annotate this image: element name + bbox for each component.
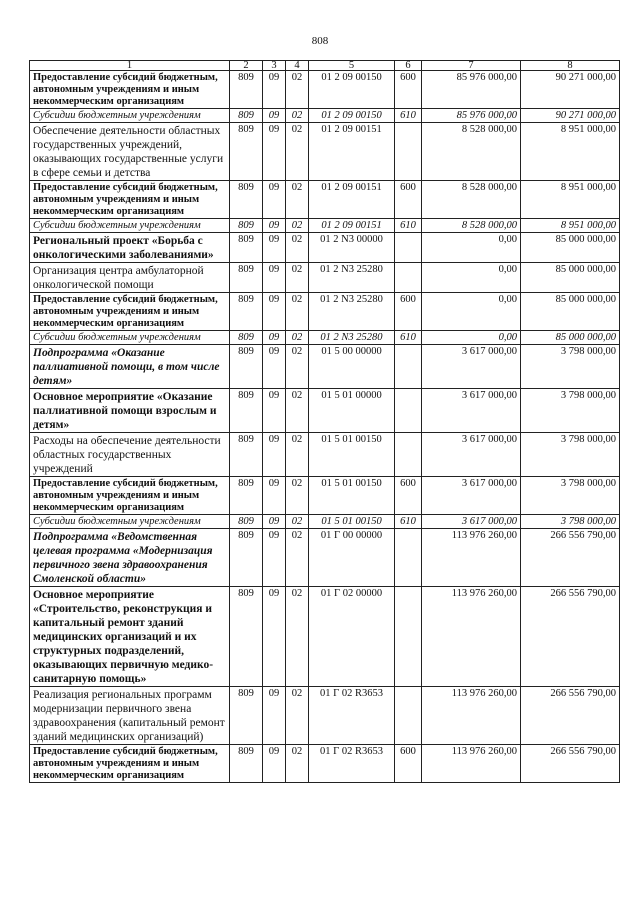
row-expense-type-cell	[395, 345, 422, 389]
table-row	[30, 293, 620, 331]
row-amount-year2-cell: 3 798 000,00	[521, 515, 620, 529]
row-grbs-cell: 809	[230, 433, 263, 477]
budget-table	[29, 60, 620, 783]
row-amount-year2-cell: 266 556 790,00	[521, 745, 620, 783]
row-amount-year2-cell: 3 798 000,00	[521, 389, 620, 433]
row-subsection-cell: 02	[286, 263, 309, 293]
row-section-cell: 09	[263, 181, 286, 219]
row-section-cell: 09	[263, 109, 286, 123]
row-grbs-cell: 809	[230, 263, 263, 293]
table-row	[30, 71, 620, 109]
row-expense-type-cell	[395, 433, 422, 477]
row-amount-year2-cell: 3 798 000,00	[521, 345, 620, 389]
row-target-article-cell: 01 2 N3 00000	[309, 233, 395, 263]
row-amount-year2-cell: 8 951 000,00	[521, 219, 620, 233]
row-name-cell: Предоставление субсидий бюджетным, автономным учреждениям и иным некоммерческим организациям	[30, 181, 230, 219]
row-amount-year1-cell: 0,00	[422, 233, 521, 263]
row-amount-year2-cell: 90 271 000,00	[521, 71, 620, 109]
row-expense-type-cell: 610	[395, 515, 422, 529]
row-expense-type-cell	[395, 123, 422, 181]
row-target-article-cell: 01 2 09 00151	[309, 123, 395, 181]
page-number: 808	[311, 35, 329, 47]
row-amount-year2-cell: 266 556 790,00	[521, 687, 620, 745]
row-section-cell: 09	[263, 331, 286, 345]
row-amount-year1-cell: 3 617 000,00	[422, 389, 521, 433]
row-grbs-cell: 809	[230, 71, 263, 109]
row-target-article-cell: 01 5 01 00150	[309, 433, 395, 477]
row-name-cell: Основное мероприятие «Оказание паллиативной помощи взрослым и детям»	[30, 389, 230, 433]
row-amount-year1-cell: 8 528 000,00	[422, 123, 521, 181]
row-name-cell: Подпрограмма «Оказание паллиативной помощи, в том числе детям»	[30, 345, 230, 389]
row-amount-year1-cell: 3 617 000,00	[422, 345, 521, 389]
row-amount-year2-cell: 266 556 790,00	[521, 587, 620, 687]
row-target-article-cell: 01 2 09 00150	[309, 109, 395, 123]
row-name-cell: Обеспечение деятельности областных государственных учреждений, оказывающих государственные услуги в сфере семьи и детства	[30, 123, 230, 181]
row-subsection-cell: 02	[286, 477, 309, 515]
row-amount-year2-cell: 8 951 000,00	[521, 123, 620, 181]
row-name-cell: Расходы на обеспечение деятельности областных государственных учреждений	[30, 433, 230, 477]
header-cell: 1	[30, 61, 230, 71]
row-section-cell: 09	[263, 389, 286, 433]
row-name-cell: Субсидии бюджетным учреждениям	[30, 109, 230, 123]
row-amount-year1-cell: 0,00	[422, 263, 521, 293]
row-amount-year2-cell: 3 798 000,00	[521, 433, 620, 477]
row-target-article-cell: 01 Г 02 00000	[309, 587, 395, 687]
row-amount-year1-cell: 3 617 000,00	[422, 515, 521, 529]
row-expense-type-cell	[395, 529, 422, 587]
row-section-cell: 09	[263, 293, 286, 331]
row-section-cell: 09	[263, 233, 286, 263]
row-grbs-cell: 809	[230, 587, 263, 687]
row-subsection-cell: 02	[286, 389, 309, 433]
table-row	[30, 745, 620, 783]
row-grbs-cell: 809	[230, 345, 263, 389]
row-grbs-cell: 809	[230, 477, 263, 515]
row-grbs-cell: 809	[230, 181, 263, 219]
table-row	[30, 345, 620, 389]
row-grbs-cell: 809	[230, 219, 263, 233]
row-amount-year2-cell: 85 000 000,00	[521, 293, 620, 331]
row-section-cell: 09	[263, 515, 286, 529]
row-expense-type-cell: 600	[395, 745, 422, 783]
row-subsection-cell: 02	[286, 529, 309, 587]
row-expense-type-cell: 600	[395, 293, 422, 331]
row-section-cell: 09	[263, 529, 286, 587]
row-amount-year2-cell: 85 000 000,00	[521, 263, 620, 293]
table-row	[30, 587, 620, 687]
row-grbs-cell: 809	[230, 293, 263, 331]
row-name-cell: Предоставление субсидий бюджетным, автономным учреждениям и иным некоммерческим организациям	[30, 71, 230, 109]
row-section-cell: 09	[263, 219, 286, 233]
row-section-cell: 09	[263, 587, 286, 687]
row-name-cell: Предоставление субсидий бюджетным, автономным учреждениям и иным некоммерческим организациям	[30, 293, 230, 331]
table-row	[30, 263, 620, 293]
table-header-row	[30, 61, 620, 71]
row-amount-year1-cell: 113 976 260,00	[422, 745, 521, 783]
row-section-cell: 09	[263, 123, 286, 181]
row-subsection-cell: 02	[286, 233, 309, 263]
row-amount-year1-cell: 0,00	[422, 331, 521, 345]
row-grbs-cell: 809	[230, 109, 263, 123]
table-row	[30, 433, 620, 477]
row-amount-year1-cell: 3 617 000,00	[422, 433, 521, 477]
row-section-cell: 09	[263, 477, 286, 515]
row-subsection-cell: 02	[286, 745, 309, 783]
row-subsection-cell: 02	[286, 123, 309, 181]
row-name-cell: Субсидии бюджетным учреждениям	[30, 515, 230, 529]
row-name-cell: Региональный проект «Борьба с онкологическими заболеваниями»	[30, 233, 230, 263]
header-cell: 2	[230, 61, 263, 71]
row-name-cell: Организация центра амбулаторной онкологической помощи	[30, 263, 230, 293]
table-row	[30, 233, 620, 263]
table-row	[30, 529, 620, 587]
row-target-article-cell: 01 5 00 00000	[309, 345, 395, 389]
row-target-article-cell: 01 2 N3 25280	[309, 331, 395, 345]
row-amount-year1-cell: 85 976 000,00	[422, 109, 521, 123]
table-row	[30, 109, 620, 123]
row-name-cell: Субсидии бюджетным учреждениям	[30, 219, 230, 233]
row-name-cell: Предоставление субсидий бюджетным, автономным учреждениям и иным некоммерческим организациям	[30, 745, 230, 783]
row-target-article-cell: 01 5 01 00150	[309, 477, 395, 515]
row-expense-type-cell: 610	[395, 331, 422, 345]
header-cell: 8	[521, 61, 620, 71]
row-amount-year1-cell: 0,00	[422, 293, 521, 331]
row-expense-type-cell: 600	[395, 477, 422, 515]
row-section-cell: 09	[263, 263, 286, 293]
row-subsection-cell: 02	[286, 587, 309, 687]
row-target-article-cell: 01 2 N3 25280	[309, 263, 395, 293]
header-cell: 4	[286, 61, 309, 71]
row-section-cell: 09	[263, 71, 286, 109]
row-grbs-cell: 809	[230, 745, 263, 783]
row-section-cell: 09	[263, 433, 286, 477]
row-grbs-cell: 809	[230, 529, 263, 587]
row-subsection-cell: 02	[286, 71, 309, 109]
row-expense-type-cell	[395, 687, 422, 745]
header-cell: 6	[395, 61, 422, 71]
row-expense-type-cell: 610	[395, 219, 422, 233]
row-target-article-cell: 01 2 09 00150	[309, 71, 395, 109]
row-target-article-cell: 01 2 09 00151	[309, 181, 395, 219]
table-body	[30, 71, 620, 783]
row-target-article-cell: 01 Г 00 00000	[309, 529, 395, 587]
row-amount-year1-cell: 8 528 000,00	[422, 181, 521, 219]
row-grbs-cell: 809	[230, 687, 263, 745]
header-cell: 3	[263, 61, 286, 71]
row-section-cell: 09	[263, 345, 286, 389]
row-amount-year2-cell: 266 556 790,00	[521, 529, 620, 587]
row-subsection-cell: 02	[286, 219, 309, 233]
table-row	[30, 181, 620, 219]
row-subsection-cell: 02	[286, 433, 309, 477]
row-expense-type-cell	[395, 233, 422, 263]
row-expense-type-cell	[395, 263, 422, 293]
header-cell: 7	[422, 61, 521, 71]
table-row	[30, 515, 620, 529]
row-target-article-cell: 01 5 01 00150	[309, 515, 395, 529]
row-target-article-cell: 01 2 N3 25280	[309, 293, 395, 331]
row-subsection-cell: 02	[286, 331, 309, 345]
row-amount-year1-cell: 8 528 000,00	[422, 219, 521, 233]
row-amount-year1-cell: 113 976 260,00	[422, 587, 521, 687]
row-grbs-cell: 809	[230, 389, 263, 433]
row-amount-year1-cell: 113 976 260,00	[422, 687, 521, 745]
row-amount-year1-cell: 113 976 260,00	[422, 529, 521, 587]
row-expense-type-cell: 600	[395, 71, 422, 109]
row-section-cell: 09	[263, 745, 286, 783]
row-expense-type-cell	[395, 389, 422, 433]
row-grbs-cell: 809	[230, 331, 263, 345]
row-name-cell: Подпрограмма «Ведомственная целевая программа «Модернизация первичного звена здравоохранения Смоленской области»	[30, 529, 230, 587]
row-expense-type-cell	[395, 587, 422, 687]
table-row	[30, 477, 620, 515]
row-name-cell: Субсидии бюджетным учреждениям	[30, 331, 230, 345]
row-target-article-cell: 01 2 09 00151	[309, 219, 395, 233]
row-subsection-cell: 02	[286, 293, 309, 331]
table-row	[30, 687, 620, 745]
row-amount-year1-cell: 3 617 000,00	[422, 477, 521, 515]
row-amount-year2-cell: 85 000 000,00	[521, 331, 620, 345]
row-expense-type-cell: 600	[395, 181, 422, 219]
row-grbs-cell: 809	[230, 515, 263, 529]
table-row	[30, 389, 620, 433]
row-grbs-cell: 809	[230, 233, 263, 263]
row-target-article-cell: 01 5 01 00000	[309, 389, 395, 433]
row-subsection-cell: 02	[286, 181, 309, 219]
row-subsection-cell: 02	[286, 515, 309, 529]
row-section-cell: 09	[263, 687, 286, 745]
row-expense-type-cell: 610	[395, 109, 422, 123]
row-name-cell: Предоставление субсидий бюджетным, автономным учреждениям и иным некоммерческим организациям	[30, 477, 230, 515]
row-name-cell: Основное мероприятие «Строительство, реконструкция и капитальный ремонт зданий медицинских организаций и их структурных подразделений, оказывающих первичную медико-санитарную помощь»	[30, 587, 230, 687]
table-row	[30, 219, 620, 233]
row-subsection-cell: 02	[286, 109, 309, 123]
row-amount-year2-cell: 8 951 000,00	[521, 181, 620, 219]
row-amount-year2-cell: 3 798 000,00	[521, 477, 620, 515]
table-row	[30, 331, 620, 345]
row-target-article-cell: 01 Г 02 R3653	[309, 745, 395, 783]
row-name-cell: Реализация региональных программ модернизации первичного звена здравоохранения (капитальный ремонт зданий медицинских организаций)	[30, 687, 230, 745]
row-subsection-cell: 02	[286, 345, 309, 389]
row-amount-year1-cell: 85 976 000,00	[422, 71, 521, 109]
row-amount-year2-cell: 85 000 000,00	[521, 233, 620, 263]
row-amount-year2-cell: 90 271 000,00	[521, 109, 620, 123]
header-cell: 5	[309, 61, 395, 71]
row-grbs-cell: 809	[230, 123, 263, 181]
row-target-article-cell: 01 Г 02 R3653	[309, 687, 395, 745]
table-row	[30, 123, 620, 181]
row-subsection-cell: 02	[286, 687, 309, 745]
